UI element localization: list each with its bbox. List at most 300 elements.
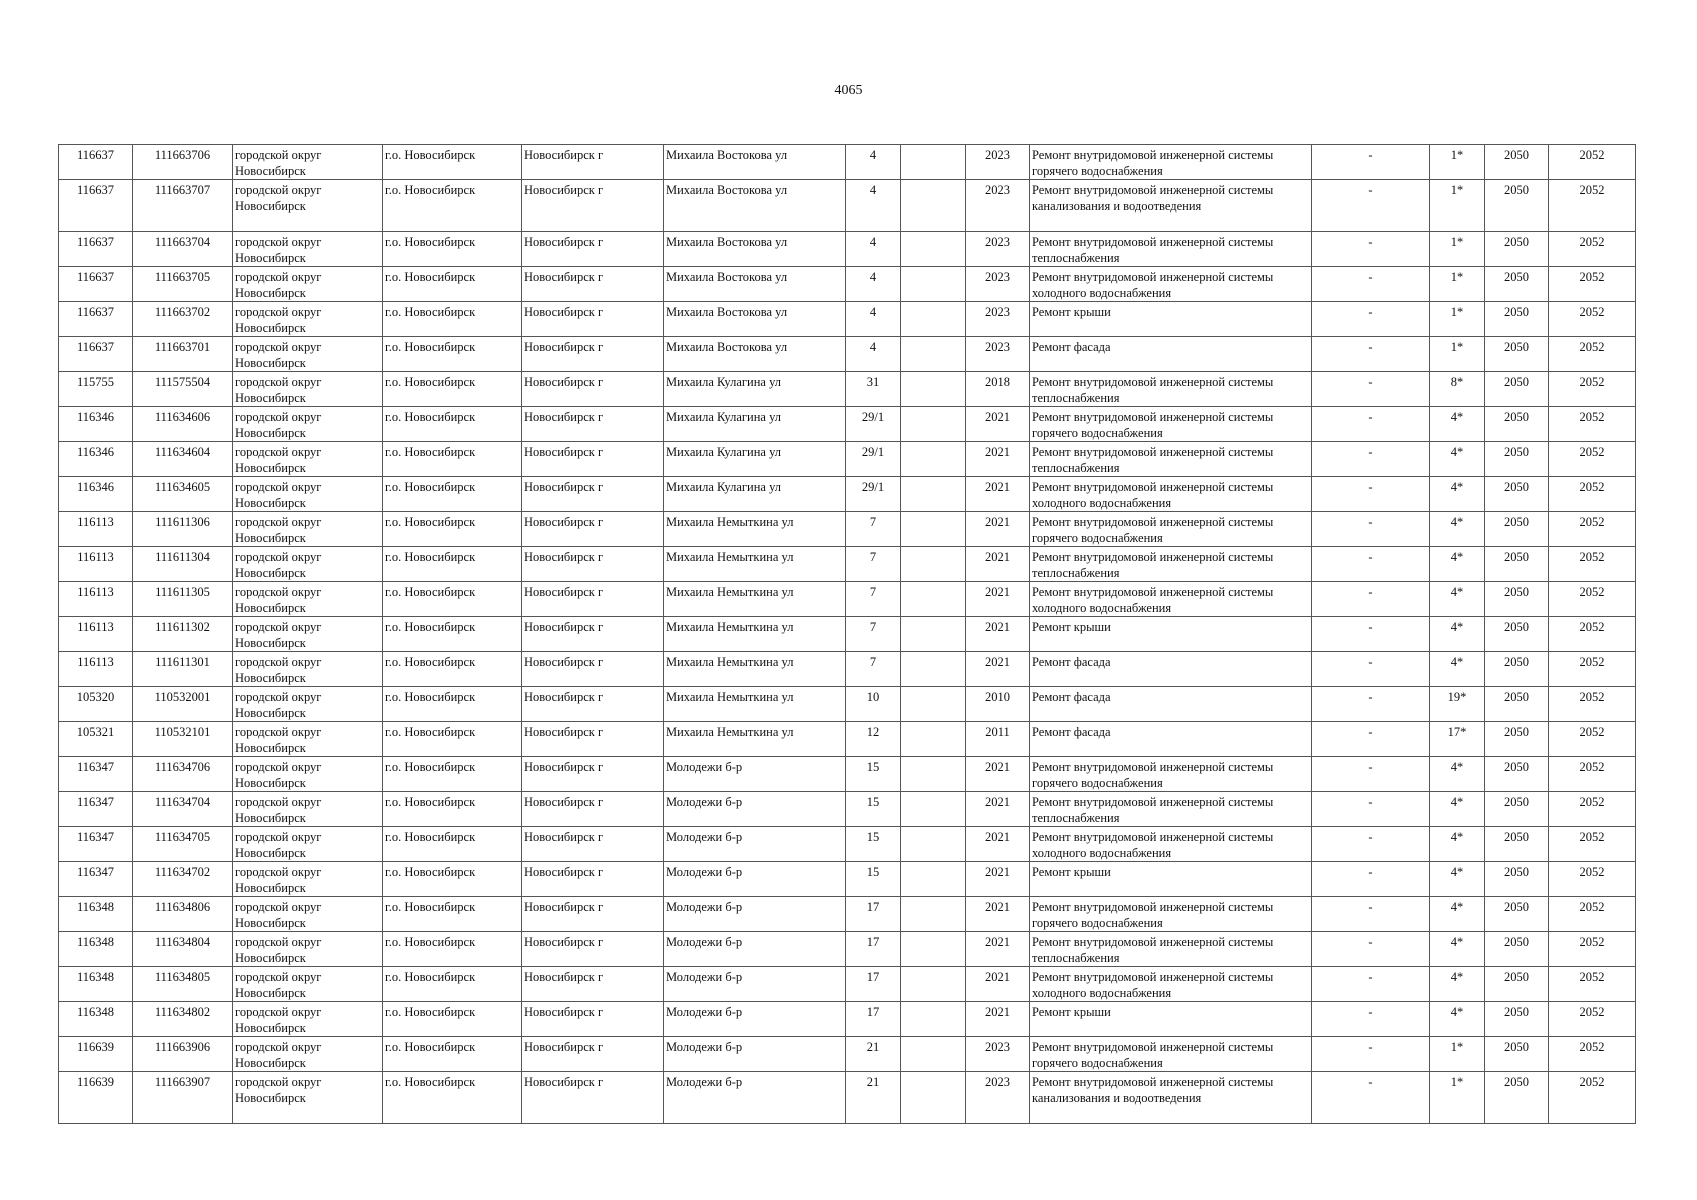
- period-cell: 4*: [1430, 407, 1485, 442]
- municipality-cell: городской округ Новосибирск: [233, 652, 383, 687]
- settlement-cell: Новосибирск г: [522, 512, 664, 547]
- work-code-cell: 111663705: [133, 267, 233, 302]
- district-cell: г.о. Новосибирск: [383, 932, 522, 967]
- house-number-cell: 15: [846, 757, 901, 792]
- corpus-cell: [901, 407, 966, 442]
- municipality-cell: городской округ Новосибирск: [233, 897, 383, 932]
- start-year-cell: 2050: [1485, 652, 1549, 687]
- work-code-cell: 111663702: [133, 302, 233, 337]
- dash-cell: -: [1312, 407, 1430, 442]
- year-cell: 2023: [966, 1037, 1030, 1072]
- street-cell: Молодежи б-р: [664, 967, 846, 1002]
- start-year-cell: 2050: [1485, 232, 1549, 267]
- end-year-cell: 2052: [1549, 862, 1636, 897]
- house-number-cell: 4: [846, 180, 901, 232]
- end-year-cell: 2052: [1549, 302, 1636, 337]
- period-cell: 4*: [1430, 582, 1485, 617]
- dash-cell: -: [1312, 512, 1430, 547]
- street-cell: Михаила Востокова ул: [664, 337, 846, 372]
- dash-cell: -: [1312, 337, 1430, 372]
- table-row: [59, 757, 1636, 792]
- dash-cell: -: [1312, 547, 1430, 582]
- work-type-cell: Ремонт внутридомовой инженерной системы холодного водоснабжения: [1030, 477, 1312, 512]
- corpus-cell: [901, 442, 966, 477]
- work-type-cell: Ремонт крыши: [1030, 302, 1312, 337]
- table-row: [59, 512, 1636, 547]
- year-cell: 2021: [966, 792, 1030, 827]
- period-cell: 1*: [1430, 145, 1485, 180]
- table-row: [59, 180, 1636, 232]
- house-id-cell: 116113: [59, 652, 133, 687]
- corpus-cell: [901, 547, 966, 582]
- work-type-cell: Ремонт фасада: [1030, 337, 1312, 372]
- table-row: [59, 267, 1636, 302]
- municipality-cell: городской округ Новосибирск: [233, 442, 383, 477]
- corpus-cell: [901, 792, 966, 827]
- work-type-cell: Ремонт внутридомовой инженерной системы канализования и водоотведения: [1030, 1072, 1312, 1124]
- district-cell: г.о. Новосибирск: [383, 512, 522, 547]
- work-code-cell: 111634805: [133, 967, 233, 1002]
- house-id-cell: 116347: [59, 757, 133, 792]
- end-year-cell: 2052: [1549, 477, 1636, 512]
- period-cell: 1*: [1430, 1072, 1485, 1124]
- corpus-cell: [901, 1002, 966, 1037]
- table-row: [59, 967, 1636, 1002]
- settlement-cell: Новосибирск г: [522, 302, 664, 337]
- work-type-cell: Ремонт внутридомовой инженерной системы горячего водоснабжения: [1030, 897, 1312, 932]
- house-id-cell: 105321: [59, 722, 133, 757]
- district-cell: г.о. Новосибирск: [383, 582, 522, 617]
- end-year-cell: 2052: [1549, 337, 1636, 372]
- house-id-cell: 116348: [59, 897, 133, 932]
- district-cell: г.о. Новосибирск: [383, 757, 522, 792]
- work-type-cell: Ремонт внутридомовой инженерной системы теплоснабжения: [1030, 372, 1312, 407]
- work-type-cell: Ремонт внутридомовой инженерной системы горячего водоснабжения: [1030, 145, 1312, 180]
- district-cell: г.о. Новосибирск: [383, 267, 522, 302]
- dash-cell: -: [1312, 145, 1430, 180]
- end-year-cell: 2052: [1549, 1037, 1636, 1072]
- work-code-cell: 111611301: [133, 652, 233, 687]
- district-cell: г.о. Новосибирск: [383, 302, 522, 337]
- street-cell: Молодежи б-р: [664, 757, 846, 792]
- year-cell: 2021: [966, 652, 1030, 687]
- district-cell: г.о. Новосибирск: [383, 862, 522, 897]
- district-cell: г.о. Новосибирск: [383, 722, 522, 757]
- dash-cell: -: [1312, 862, 1430, 897]
- district-cell: г.о. Новосибирск: [383, 232, 522, 267]
- period-cell: 8*: [1430, 372, 1485, 407]
- end-year-cell: 2052: [1549, 617, 1636, 652]
- table-row: [59, 477, 1636, 512]
- dash-cell: -: [1312, 757, 1430, 792]
- house-id-cell: 116113: [59, 582, 133, 617]
- house-number-cell: 15: [846, 792, 901, 827]
- period-cell: 4*: [1430, 862, 1485, 897]
- work-code-cell: 111611305: [133, 582, 233, 617]
- work-code-cell: 111634702: [133, 862, 233, 897]
- work-code-cell: 111634605: [133, 477, 233, 512]
- district-cell: г.о. Новосибирск: [383, 687, 522, 722]
- table-row: [59, 652, 1636, 687]
- house-number-cell: 17: [846, 932, 901, 967]
- municipality-cell: городской округ Новосибирск: [233, 512, 383, 547]
- end-year-cell: 2052: [1549, 512, 1636, 547]
- period-cell: 4*: [1430, 792, 1485, 827]
- year-cell: 2021: [966, 477, 1030, 512]
- year-cell: 2010: [966, 687, 1030, 722]
- district-cell: г.о. Новосибирск: [383, 897, 522, 932]
- house-number-cell: 21: [846, 1072, 901, 1124]
- work-code-cell: 111611304: [133, 547, 233, 582]
- table-row: [59, 302, 1636, 337]
- end-year-cell: 2052: [1549, 757, 1636, 792]
- house-number-cell: 4: [846, 267, 901, 302]
- settlement-cell: Новосибирск г: [522, 617, 664, 652]
- municipality-cell: городской округ Новосибирск: [233, 582, 383, 617]
- settlement-cell: Новосибирск г: [522, 687, 664, 722]
- period-cell: 4*: [1430, 547, 1485, 582]
- dash-cell: -: [1312, 582, 1430, 617]
- end-year-cell: 2052: [1549, 1002, 1636, 1037]
- table-row: [59, 372, 1636, 407]
- work-code-cell: 111663701: [133, 337, 233, 372]
- year-cell: 2023: [966, 145, 1030, 180]
- settlement-cell: Новосибирск г: [522, 547, 664, 582]
- corpus-cell: [901, 512, 966, 547]
- period-cell: 1*: [1430, 180, 1485, 232]
- end-year-cell: 2052: [1549, 145, 1636, 180]
- district-cell: г.о. Новосибирск: [383, 617, 522, 652]
- municipality-cell: городской округ Новосибирск: [233, 862, 383, 897]
- start-year-cell: 2050: [1485, 180, 1549, 232]
- municipality-cell: городской округ Новосибирск: [233, 757, 383, 792]
- end-year-cell: 2052: [1549, 967, 1636, 1002]
- municipality-cell: городской округ Новосибирск: [233, 372, 383, 407]
- corpus-cell: [901, 932, 966, 967]
- dash-cell: -: [1312, 722, 1430, 757]
- registry-table: [58, 144, 1636, 1124]
- street-cell: Михаила Кулагина ул: [664, 477, 846, 512]
- table-row: [59, 407, 1636, 442]
- settlement-cell: Новосибирск г: [522, 267, 664, 302]
- dash-cell: -: [1312, 180, 1430, 232]
- period-cell: 4*: [1430, 652, 1485, 687]
- table-row: [59, 145, 1636, 180]
- municipality-cell: городской округ Новосибирск: [233, 617, 383, 652]
- year-cell: 2021: [966, 1002, 1030, 1037]
- work-type-cell: Ремонт фасада: [1030, 687, 1312, 722]
- house-number-cell: 7: [846, 582, 901, 617]
- district-cell: г.о. Новосибирск: [383, 1037, 522, 1072]
- end-year-cell: 2052: [1549, 407, 1636, 442]
- start-year-cell: 2050: [1485, 617, 1549, 652]
- house-id-cell: 116113: [59, 547, 133, 582]
- work-code-cell: 111663706: [133, 145, 233, 180]
- work-code-cell: 111663707: [133, 180, 233, 232]
- start-year-cell: 2050: [1485, 687, 1549, 722]
- table-row: [59, 337, 1636, 372]
- street-cell: Михаила Кулагина ул: [664, 407, 846, 442]
- corpus-cell: [901, 1037, 966, 1072]
- dash-cell: -: [1312, 897, 1430, 932]
- year-cell: 2021: [966, 932, 1030, 967]
- corpus-cell: [901, 1072, 966, 1124]
- work-type-cell: Ремонт внутридомовой инженерной системы канализования и водоотведения: [1030, 180, 1312, 232]
- work-type-cell: Ремонт фасада: [1030, 652, 1312, 687]
- house-id-cell: 116348: [59, 932, 133, 967]
- settlement-cell: Новосибирск г: [522, 477, 664, 512]
- district-cell: г.о. Новосибирск: [383, 442, 522, 477]
- street-cell: Молодежи б-р: [664, 827, 846, 862]
- corpus-cell: [901, 687, 966, 722]
- dash-cell: -: [1312, 792, 1430, 827]
- year-cell: 2021: [966, 617, 1030, 652]
- work-type-cell: Ремонт внутридомовой инженерной системы горячего водоснабжения: [1030, 1037, 1312, 1072]
- house-id-cell: 116346: [59, 477, 133, 512]
- district-cell: г.о. Новосибирск: [383, 792, 522, 827]
- settlement-cell: Новосибирск г: [522, 337, 664, 372]
- end-year-cell: 2052: [1549, 897, 1636, 932]
- end-year-cell: 2052: [1549, 372, 1636, 407]
- settlement-cell: Новосибирск г: [522, 722, 664, 757]
- end-year-cell: 2052: [1549, 1072, 1636, 1124]
- period-cell: 1*: [1430, 1037, 1485, 1072]
- house-number-cell: 15: [846, 827, 901, 862]
- start-year-cell: 2050: [1485, 722, 1549, 757]
- house-number-cell: 4: [846, 302, 901, 337]
- work-code-cell: 111663907: [133, 1072, 233, 1124]
- corpus-cell: [901, 372, 966, 407]
- house-number-cell: 21: [846, 1037, 901, 1072]
- settlement-cell: Новосибирск г: [522, 862, 664, 897]
- street-cell: Михаила Востокова ул: [664, 180, 846, 232]
- corpus-cell: [901, 477, 966, 512]
- work-type-cell: Ремонт внутридомовой инженерной системы теплоснабжения: [1030, 232, 1312, 267]
- district-cell: г.о. Новосибирск: [383, 652, 522, 687]
- page-number: 4065: [834, 83, 863, 98]
- period-cell: 4*: [1430, 442, 1485, 477]
- district-cell: г.о. Новосибирск: [383, 477, 522, 512]
- corpus-cell: [901, 302, 966, 337]
- house-number-cell: 29/1: [846, 442, 901, 477]
- start-year-cell: 2050: [1485, 547, 1549, 582]
- corpus-cell: [901, 862, 966, 897]
- work-code-cell: 111611302: [133, 617, 233, 652]
- corpus-cell: [901, 617, 966, 652]
- year-cell: 2021: [966, 442, 1030, 477]
- house-number-cell: 7: [846, 652, 901, 687]
- house-id-cell: 116347: [59, 862, 133, 897]
- end-year-cell: 2052: [1549, 232, 1636, 267]
- street-cell: Молодежи б-р: [664, 1037, 846, 1072]
- work-type-cell: Ремонт крыши: [1030, 617, 1312, 652]
- street-cell: Михаила Востокова ул: [664, 302, 846, 337]
- dash-cell: -: [1312, 652, 1430, 687]
- settlement-cell: Новосибирск г: [522, 442, 664, 477]
- work-type-cell: Ремонт внутридомовой инженерной системы теплоснабжения: [1030, 792, 1312, 827]
- house-id-cell: 115755: [59, 372, 133, 407]
- corpus-cell: [901, 652, 966, 687]
- table-row: [59, 862, 1636, 897]
- house-number-cell: 4: [846, 337, 901, 372]
- settlement-cell: Новосибирск г: [522, 757, 664, 792]
- end-year-cell: 2052: [1549, 442, 1636, 477]
- house-number-cell: 29/1: [846, 477, 901, 512]
- work-type-cell: Ремонт внутридомовой инженерной системы холодного водоснабжения: [1030, 582, 1312, 617]
- house-number-cell: 29/1: [846, 407, 901, 442]
- dash-cell: -: [1312, 687, 1430, 722]
- start-year-cell: 2050: [1485, 897, 1549, 932]
- year-cell: 2021: [966, 547, 1030, 582]
- start-year-cell: 2050: [1485, 372, 1549, 407]
- house-id-cell: 116637: [59, 302, 133, 337]
- work-code-cell: 110532001: [133, 687, 233, 722]
- start-year-cell: 2050: [1485, 582, 1549, 617]
- house-id-cell: 116637: [59, 337, 133, 372]
- start-year-cell: 2050: [1485, 407, 1549, 442]
- house-number-cell: 7: [846, 512, 901, 547]
- house-number-cell: 4: [846, 232, 901, 267]
- period-cell: 4*: [1430, 1002, 1485, 1037]
- work-code-cell: 111611306: [133, 512, 233, 547]
- house-id-cell: 116639: [59, 1037, 133, 1072]
- settlement-cell: Новосибирск г: [522, 652, 664, 687]
- period-cell: 4*: [1430, 897, 1485, 932]
- year-cell: 2021: [966, 582, 1030, 617]
- settlement-cell: Новосибирск г: [522, 180, 664, 232]
- work-type-cell: Ремонт внутридомовой инженерной системы теплоснабжения: [1030, 547, 1312, 582]
- municipality-cell: городской округ Новосибирск: [233, 145, 383, 180]
- work-type-cell: Ремонт фасада: [1030, 722, 1312, 757]
- municipality-cell: городской округ Новосибирск: [233, 267, 383, 302]
- start-year-cell: 2050: [1485, 512, 1549, 547]
- table-row: [59, 1072, 1636, 1124]
- house-number-cell: 17: [846, 897, 901, 932]
- work-type-cell: Ремонт внутридомовой инженерной системы холодного водоснабжения: [1030, 827, 1312, 862]
- settlement-cell: Новосибирск г: [522, 967, 664, 1002]
- municipality-cell: городской округ Новосибирск: [233, 1037, 383, 1072]
- work-code-cell: 111634705: [133, 827, 233, 862]
- house-number-cell: 4: [846, 145, 901, 180]
- house-id-cell: 116637: [59, 180, 133, 232]
- house-id-cell: 116637: [59, 232, 133, 267]
- year-cell: 2021: [966, 827, 1030, 862]
- end-year-cell: 2052: [1549, 722, 1636, 757]
- settlement-cell: Новосибирск г: [522, 792, 664, 827]
- dash-cell: -: [1312, 302, 1430, 337]
- work-code-cell: 111663906: [133, 1037, 233, 1072]
- house-id-cell: 116346: [59, 442, 133, 477]
- street-cell: Михаила Немыткина ул: [664, 547, 846, 582]
- work-code-cell: 111575504: [133, 372, 233, 407]
- work-type-cell: Ремонт внутридомовой инженерной системы горячего водоснабжения: [1030, 512, 1312, 547]
- year-cell: 2021: [966, 512, 1030, 547]
- house-number-cell: 7: [846, 617, 901, 652]
- district-cell: г.о. Новосибирск: [383, 547, 522, 582]
- year-cell: 2023: [966, 337, 1030, 372]
- corpus-cell: [901, 827, 966, 862]
- municipality-cell: городской округ Новосибирск: [233, 302, 383, 337]
- dash-cell: -: [1312, 267, 1430, 302]
- start-year-cell: 2050: [1485, 757, 1549, 792]
- street-cell: Михаила Немыткина ул: [664, 722, 846, 757]
- district-cell: г.о. Новосибирск: [383, 967, 522, 1002]
- dash-cell: -: [1312, 372, 1430, 407]
- table-row: [59, 547, 1636, 582]
- period-cell: 17*: [1430, 722, 1485, 757]
- table-row: [59, 1002, 1636, 1037]
- table-row: [59, 1037, 1636, 1072]
- period-cell: 1*: [1430, 232, 1485, 267]
- work-type-cell: Ремонт внутридомовой инженерной системы холодного водоснабжения: [1030, 967, 1312, 1002]
- municipality-cell: городской округ Новосибирск: [233, 827, 383, 862]
- table-row: [59, 932, 1636, 967]
- district-cell: г.о. Новосибирск: [383, 1002, 522, 1037]
- work-type-cell: Ремонт внутридомовой инженерной системы горячего водоснабжения: [1030, 757, 1312, 792]
- work-type-cell: Ремонт внутридомовой инженерной системы горячего водоснабжения: [1030, 407, 1312, 442]
- dash-cell: -: [1312, 1002, 1430, 1037]
- municipality-cell: городской округ Новосибирск: [233, 722, 383, 757]
- work-code-cell: 111634704: [133, 792, 233, 827]
- municipality-cell: городской округ Новосибирск: [233, 967, 383, 1002]
- municipality-cell: городской округ Новосибирск: [233, 792, 383, 827]
- district-cell: г.о. Новосибирск: [383, 372, 522, 407]
- street-cell: Молодежи б-р: [664, 862, 846, 897]
- municipality-cell: городской округ Новосибирск: [233, 547, 383, 582]
- house-number-cell: 7: [846, 547, 901, 582]
- table-row: [59, 617, 1636, 652]
- start-year-cell: 2050: [1485, 145, 1549, 180]
- house-number-cell: 17: [846, 1002, 901, 1037]
- end-year-cell: 2052: [1549, 267, 1636, 302]
- start-year-cell: 2050: [1485, 862, 1549, 897]
- street-cell: Михаила Кулагина ул: [664, 372, 846, 407]
- table-row: [59, 442, 1636, 477]
- table-row: [59, 687, 1636, 722]
- year-cell: 2023: [966, 302, 1030, 337]
- period-cell: 1*: [1430, 267, 1485, 302]
- table-body: [59, 145, 1636, 1124]
- work-type-cell: Ремонт крыши: [1030, 1002, 1312, 1037]
- start-year-cell: 2050: [1485, 932, 1549, 967]
- dash-cell: -: [1312, 1072, 1430, 1124]
- period-cell: 1*: [1430, 302, 1485, 337]
- municipality-cell: городской округ Новосибирск: [233, 180, 383, 232]
- street-cell: Молодежи б-р: [664, 932, 846, 967]
- settlement-cell: Новосибирск г: [522, 897, 664, 932]
- street-cell: Молодежи б-р: [664, 792, 846, 827]
- house-id-cell: 116346: [59, 407, 133, 442]
- start-year-cell: 2050: [1485, 1037, 1549, 1072]
- work-code-cell: 111634804: [133, 932, 233, 967]
- house-number-cell: 15: [846, 862, 901, 897]
- work-code-cell: 110532101: [133, 722, 233, 757]
- year-cell: 2011: [966, 722, 1030, 757]
- end-year-cell: 2052: [1549, 827, 1636, 862]
- settlement-cell: Новосибирск г: [522, 1002, 664, 1037]
- municipality-cell: городской округ Новосибирск: [233, 1002, 383, 1037]
- street-cell: Михаила Немыткина ул: [664, 582, 846, 617]
- period-cell: 4*: [1430, 477, 1485, 512]
- end-year-cell: 2052: [1549, 547, 1636, 582]
- year-cell: 2021: [966, 967, 1030, 1002]
- house-number-cell: 10: [846, 687, 901, 722]
- period-cell: 4*: [1430, 757, 1485, 792]
- corpus-cell: [901, 337, 966, 372]
- end-year-cell: 2052: [1549, 792, 1636, 827]
- period-cell: 4*: [1430, 512, 1485, 547]
- district-cell: г.о. Новосибирск: [383, 145, 522, 180]
